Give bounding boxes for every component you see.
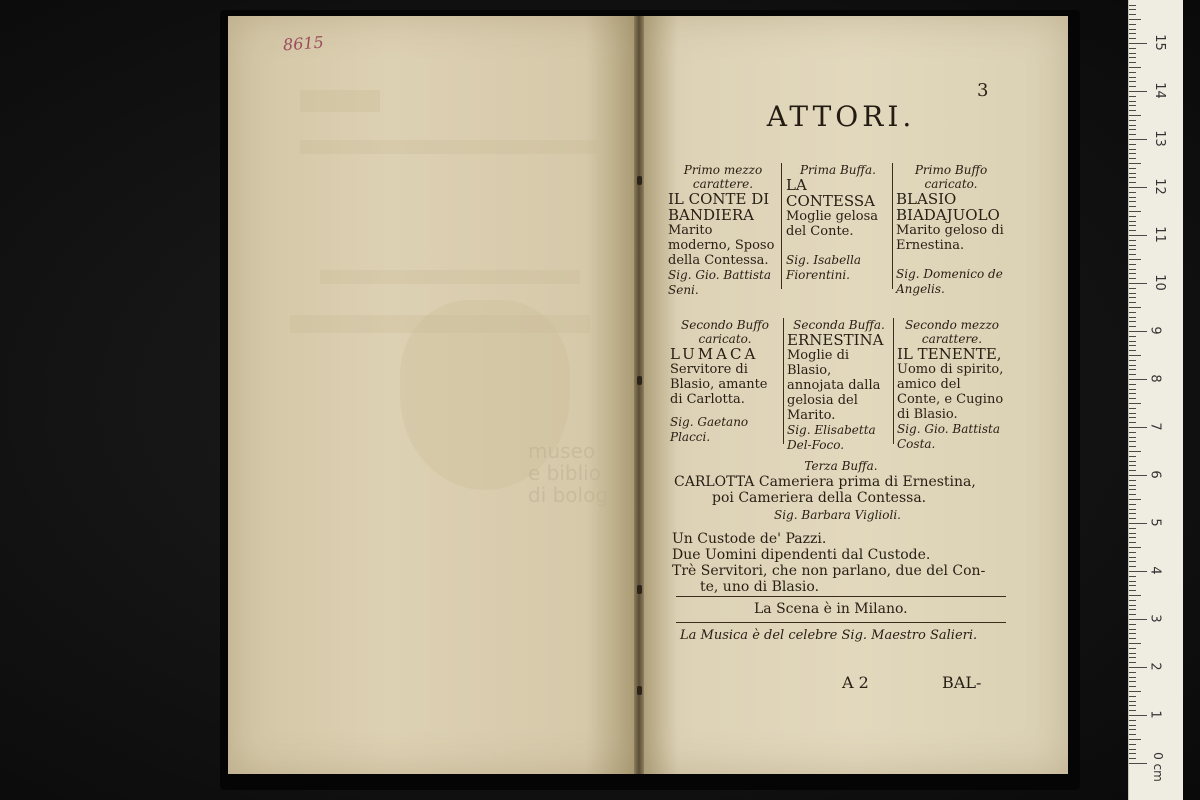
bleed-through-mark	[320, 270, 580, 284]
scene-line: La Scena è in Milano.	[754, 601, 908, 617]
ruler-number: 2	[1147, 662, 1163, 671]
bleed-through-mark	[300, 140, 600, 154]
cast-entry	[787, 318, 891, 453]
ruler-tick	[1129, 134, 1136, 135]
ruler-tick	[1129, 129, 1136, 130]
column-divider	[893, 318, 894, 444]
ruler-tick	[1129, 667, 1147, 668]
ruler-tick	[1129, 509, 1136, 510]
ruler-tick	[1129, 499, 1141, 500]
ruler-tick	[1129, 758, 1136, 759]
ruler-tick	[1129, 701, 1136, 702]
ruler-tick	[1129, 413, 1136, 414]
ruler-tick	[1129, 283, 1147, 284]
ruler-tick	[1129, 9, 1136, 10]
ruler-tick	[1129, 158, 1136, 159]
ruler-tick	[1129, 686, 1136, 687]
ruler-tick	[1129, 715, 1147, 716]
ruler-tick	[1129, 273, 1136, 274]
ruler-tick	[1129, 451, 1141, 452]
music-credit: La Musica è del celebre Sig. Maestro Salieri.	[680, 628, 978, 643]
ruler-tick	[1129, 153, 1136, 154]
ruler-tick	[1129, 259, 1141, 260]
ruler-tick	[1129, 403, 1141, 404]
ruler-number: 11	[1151, 226, 1167, 243]
ruler-tick	[1129, 240, 1136, 241]
ruler-tick	[1129, 317, 1136, 318]
actor-name: Sig. Gio. Battista Seni.	[668, 268, 772, 297]
ruler-tick	[1129, 432, 1136, 433]
character-description: Moglie di Blasio, annojata dalla gelosia del Marito.	[787, 348, 881, 423]
ruler-tick	[1129, 379, 1147, 380]
ruler-tick	[1129, 254, 1136, 255]
ruler-tick	[1129, 5, 1136, 6]
ruler-number: 12	[1151, 178, 1167, 195]
museum-watermark: museo e biblio di bolog	[528, 439, 609, 507]
ruler-tick	[1129, 609, 1136, 610]
ruler-tick	[1129, 461, 1136, 462]
ruler-tick	[1129, 302, 1136, 303]
ruler-tick	[1129, 422, 1136, 423]
ruler-tick	[1129, 571, 1147, 572]
ruler-tick	[1129, 389, 1136, 390]
ruler-tick	[1129, 585, 1136, 586]
ruler-number: 9	[1147, 326, 1163, 335]
ruler-tick	[1129, 278, 1136, 279]
ruler-tick	[1129, 62, 1136, 63]
role-label: Primo Buffo caricato.	[914, 163, 988, 191]
actor-name: Sig. Isabella Fiorentini.	[786, 253, 862, 282]
ruler-tick	[1129, 657, 1136, 658]
character-name: BLASIO BIADAJUOLO	[896, 190, 1000, 224]
ruler-tick	[1129, 677, 1136, 678]
ruler-number: 8	[1147, 374, 1163, 383]
ruler-tick	[1129, 81, 1136, 82]
ruler-tick	[1129, 86, 1136, 87]
actor-name: Sig. Barbara Viglioli.	[774, 508, 901, 522]
ruler-tick	[1129, 653, 1136, 654]
binding-stitch	[637, 686, 642, 695]
role-label: Secondo mezzo carattere.	[904, 318, 1000, 346]
ruler-tick	[1129, 201, 1136, 202]
ruler-unit-label: 0 cm	[1150, 752, 1165, 782]
ruler-tick	[1129, 662, 1136, 663]
ruler-tick	[1129, 182, 1136, 183]
ruler-tick	[1129, 384, 1136, 385]
ruler-tick	[1129, 696, 1136, 697]
book-gutter	[634, 16, 644, 774]
ruler-tick	[1129, 542, 1136, 543]
ruler-tick	[1129, 518, 1136, 519]
role-label: Primo mezzo carattere.	[683, 163, 763, 191]
ruler-tick	[1129, 465, 1136, 466]
ruler-tick	[1129, 57, 1136, 58]
ruler-tick	[1129, 197, 1136, 198]
ruler-tick	[1129, 590, 1136, 591]
ruler-tick	[1129, 648, 1136, 649]
character-name: IL TENENTE,	[897, 345, 1002, 363]
ruler-tick	[1129, 245, 1136, 246]
ruler-tick	[1129, 605, 1136, 606]
column-divider	[892, 163, 893, 289]
actor-name: Sig. Gaetano Placci.	[670, 415, 749, 444]
ruler-tick	[1129, 307, 1141, 308]
character-name: LUMACA	[670, 345, 759, 363]
ruler-tick	[1129, 101, 1136, 102]
ruler-tick	[1129, 221, 1136, 222]
ruler-tick	[1129, 595, 1141, 596]
ruler-tick	[1129, 485, 1136, 486]
ruler-tick	[1129, 77, 1136, 78]
binding-stitch	[637, 585, 642, 594]
character-description: Moglie gelosa del Conte.	[786, 209, 879, 239]
ruler-number: 15	[1151, 34, 1167, 51]
rule-divider	[676, 622, 1006, 623]
extra-role-line: Un Custode de' Pazzi.	[672, 531, 827, 547]
ruler-tick	[1129, 681, 1136, 682]
ruler-tick	[1129, 437, 1136, 438]
ruler-tick	[1129, 53, 1136, 54]
ruler-tick	[1129, 561, 1136, 562]
ruler-tick	[1129, 417, 1136, 418]
ruler-tick	[1129, 206, 1136, 207]
measurement-ruler	[1128, 0, 1183, 800]
ruler-tick	[1129, 393, 1136, 394]
extra-role-line: te, uno di Blasio.	[700, 579, 820, 595]
ruler-tick	[1129, 187, 1147, 188]
ruler-tick	[1129, 105, 1136, 106]
actor-name: Sig. Elisabetta Del-Foco.	[787, 423, 876, 452]
cast-entry	[670, 318, 780, 445]
ruler-tick	[1129, 566, 1136, 567]
ruler-number: 1	[1147, 710, 1163, 719]
ruler-tick	[1129, 326, 1136, 327]
character-description: Servitore di Blasio, amante di Carlotta.	[670, 362, 768, 407]
cast-entry	[897, 318, 1007, 452]
ruler-tick	[1129, 638, 1136, 639]
ruler-tick	[1129, 739, 1141, 740]
ruler-tick	[1129, 149, 1136, 150]
ruler-tick	[1129, 734, 1136, 735]
ruler-number: 10	[1151, 274, 1167, 291]
ruler-number: 7	[1147, 422, 1163, 431]
ruler-tick	[1129, 24, 1136, 25]
ruler-tick	[1129, 297, 1136, 298]
ruler-tick	[1129, 173, 1136, 174]
ruler-tick	[1129, 441, 1136, 442]
ruler-tick	[1129, 398, 1136, 399]
ruler-tick	[1129, 38, 1136, 39]
ruler-number: 3	[1147, 614, 1163, 623]
ruler-tick	[1129, 19, 1141, 20]
ruler-tick	[1129, 144, 1136, 145]
ruler-tick	[1129, 523, 1147, 524]
ruler-tick	[1129, 96, 1136, 97]
cast-entry	[896, 163, 1006, 297]
role-label: Prima Buffa.	[799, 163, 876, 177]
ruler-tick	[1129, 91, 1147, 92]
extra-role-line: Due Uomini dipendenti dal Custode.	[672, 547, 931, 563]
binding-stitch	[637, 176, 642, 185]
ruler-tick	[1129, 110, 1136, 111]
ruler-tick	[1129, 528, 1136, 529]
ruler-tick	[1129, 115, 1141, 116]
ruler-tick	[1129, 629, 1136, 630]
ruler-tick	[1129, 43, 1147, 44]
ruler-tick	[1129, 360, 1136, 361]
column-divider	[781, 163, 782, 289]
ruler-tick	[1129, 504, 1136, 505]
ruler-number: 13	[1151, 130, 1167, 147]
ruler-tick	[1129, 48, 1136, 49]
ruler-tick	[1129, 619, 1147, 620]
ruler-number: 4	[1147, 566, 1163, 575]
ruler-tick	[1129, 249, 1136, 250]
ruler-tick	[1129, 269, 1136, 270]
ruler-tick	[1129, 120, 1136, 121]
ruler-tick	[1129, 408, 1136, 409]
ruler-tick	[1129, 489, 1136, 490]
ruler-tick	[1129, 225, 1136, 226]
ruler-tick	[1129, 624, 1136, 625]
actor-name: Sig. Gio. Battista Costa.	[897, 422, 1001, 451]
ruler-tick	[1129, 336, 1136, 337]
ruler-tick	[1129, 537, 1136, 538]
ruler-tick	[1129, 744, 1136, 745]
ruler-tick	[1129, 691, 1141, 692]
ruler-tick	[1129, 14, 1136, 15]
ruler-tick	[1129, 705, 1136, 706]
binding-stitch	[637, 376, 642, 385]
ruler-tick	[1129, 33, 1136, 34]
ruler-tick	[1129, 581, 1136, 582]
bleed-through-mark	[300, 90, 380, 112]
ruler-tick	[1129, 643, 1141, 644]
ruler-tick	[1129, 552, 1136, 553]
ruler-tick	[1129, 710, 1136, 711]
rule-divider	[676, 596, 1006, 597]
ruler-tick	[1129, 576, 1136, 577]
ruler-tick	[1129, 614, 1136, 615]
ruler-tick	[1129, 331, 1147, 332]
role-label: Terza Buffa.	[804, 459, 878, 473]
ruler-tick	[1129, 600, 1136, 601]
cast-entry	[786, 163, 890, 283]
shelfmark-handwritten: 8615	[282, 32, 325, 55]
ruler-tick	[1129, 547, 1141, 548]
ruler-number: 5	[1147, 518, 1163, 527]
ruler-tick	[1129, 312, 1136, 313]
ruler-tick	[1129, 446, 1136, 447]
ruler-tick	[1129, 753, 1136, 754]
ruler-tick	[1129, 749, 1136, 750]
ruler-tick	[1129, 139, 1147, 140]
ruler-number: 6	[1147, 470, 1163, 479]
character-description: Marito geloso di Ernestina.	[896, 223, 1004, 253]
character-line: poi Cameriera della Contessa.	[712, 490, 927, 506]
ruler-tick	[1129, 427, 1147, 428]
character-name: IL CONTE DI BANDIERA	[668, 190, 770, 224]
ruler-tick	[1129, 230, 1136, 231]
ruler-tick	[1129, 374, 1136, 375]
ruler-tick	[1129, 177, 1136, 178]
character-description: Uomo di spirito, amico del Conte, e Cugino di Blasio.	[897, 362, 1004, 422]
ruler-tick	[1129, 72, 1136, 73]
character-description: Marito moderno, Sposo della Contessa.	[668, 223, 775, 268]
ruler-tick	[1129, 365, 1136, 366]
cast-entry	[668, 163, 778, 298]
ruler-tick	[1129, 480, 1136, 481]
ruler-tick	[1129, 557, 1136, 558]
ruler-tick	[1129, 369, 1136, 370]
ruler-tick	[1129, 456, 1136, 457]
character-name: ERNESTINA	[787, 331, 884, 349]
ruler-tick	[1129, 350, 1136, 351]
catchword: BAL-	[942, 673, 982, 692]
ruler-tick	[1129, 533, 1136, 534]
ruler-tick	[1129, 470, 1136, 471]
role-label: Secondo Buffo caricato.	[681, 318, 769, 346]
role-label: Seconda Buffa.	[793, 318, 885, 332]
ruler-tick	[1129, 725, 1136, 726]
ruler-number: 14	[1151, 82, 1167, 99]
ruler-tick	[1129, 729, 1136, 730]
ruler-tick	[1129, 763, 1147, 764]
ruler-tick	[1129, 67, 1141, 68]
ruler-tick	[1129, 494, 1136, 495]
ruler-tick	[1129, 168, 1136, 169]
ruler-tick	[1129, 355, 1141, 356]
ruler-tick	[1129, 513, 1136, 514]
ruler-tick	[1129, 192, 1136, 193]
ruler-tick	[1129, 264, 1136, 265]
column-divider	[783, 318, 784, 444]
ruler-tick	[1129, 211, 1141, 212]
extra-role-line: Trè Servitori, che non parlano, due del Con-	[672, 563, 986, 579]
actor-name: Sig. Domenico de Angelis.	[896, 267, 1003, 296]
ruler-tick	[1129, 341, 1136, 342]
cast-title: ATTORI.	[766, 100, 916, 133]
ruler-tick	[1129, 345, 1136, 346]
character-line: CARLOTTA Cameriera prima di Ernestina,	[674, 474, 976, 490]
ruler-tick	[1129, 672, 1136, 673]
ruler-tick	[1129, 125, 1136, 126]
ruler-tick	[1129, 235, 1147, 236]
ruler-tick	[1129, 288, 1136, 289]
signature-mark: A 2	[842, 673, 869, 692]
ruler-tick	[1129, 29, 1136, 30]
character-name: LA CONTESSA	[786, 176, 875, 210]
ruler-tick	[1129, 216, 1136, 217]
ruler-tick	[1129, 293, 1136, 294]
ruler-tick	[1129, 475, 1147, 476]
page-number: 3	[977, 80, 989, 101]
ruler-tick	[1129, 321, 1136, 322]
ruler-tick	[1129, 720, 1136, 721]
ruler-tick	[1129, 163, 1141, 164]
ruler-tick	[1129, 633, 1136, 634]
